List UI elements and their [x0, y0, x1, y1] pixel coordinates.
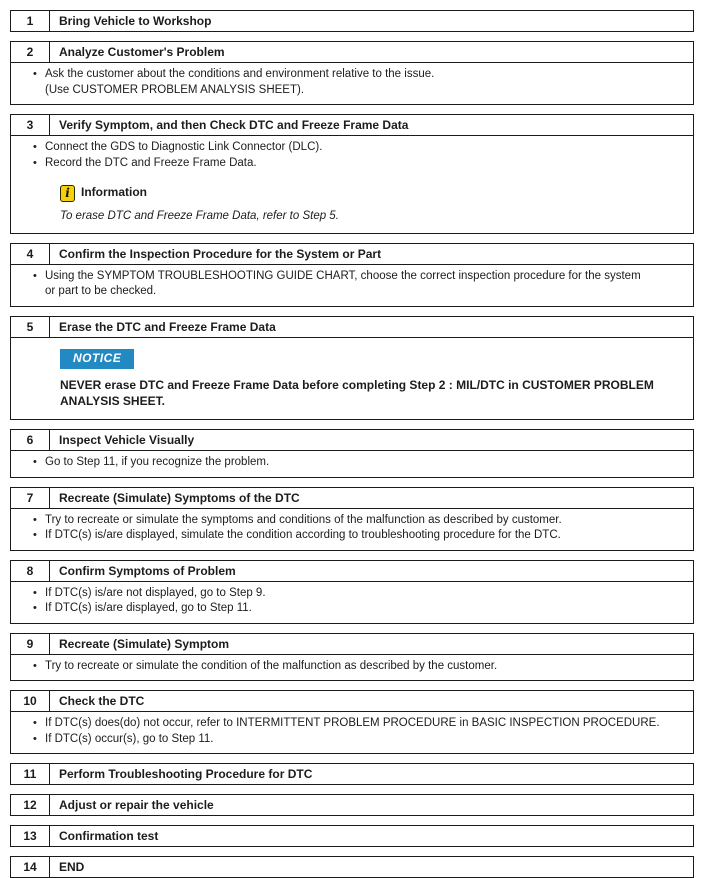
step-box — [10, 763, 694, 785]
information-note: To erase DTC and Freeze Frame Data, refer to Step 5. — [60, 210, 339, 222]
bullet-item — [33, 528, 685, 544]
step-box — [10, 316, 694, 421]
step-body — [11, 711, 693, 753]
step-box — [10, 825, 694, 847]
bullet-text — [45, 528, 685, 544]
bullet-list — [33, 659, 685, 675]
bullet-text — [45, 659, 685, 675]
step-body — [11, 654, 693, 681]
bullet-icon: • — [33, 717, 37, 729]
bullet-item — [33, 659, 685, 675]
step-header — [11, 11, 693, 31]
bullet-list — [33, 586, 685, 617]
bullet-text — [45, 716, 685, 732]
bullet-line: If DTC(s) does(do) not occur, refer to INTERMITTENT PROBLEM PROCEDURE in BASIC INSPECTION PROCEDURE. — [45, 717, 660, 729]
bullet-line: If DTC(s) is/are displayed, simulate the condition according to troubleshooting procedure for the DTC. — [45, 529, 561, 541]
step-number: 9 — [11, 634, 50, 654]
bullet-line: (Use CUSTOMER PROBLEM ANALYSIS SHEET). — [45, 83, 305, 96]
step-number: 12 — [11, 795, 50, 815]
bullet-line: If DTC(s) is/are not displayed, go to Step 9. — [45, 586, 266, 599]
step-number: 6 — [11, 430, 50, 450]
information-header — [60, 184, 685, 202]
notice-line: ANALYSIS SHEET. — [60, 394, 165, 408]
step-number: 10 — [11, 691, 50, 711]
bullet-text — [45, 140, 685, 156]
bullet-item — [33, 156, 685, 172]
bullet-item — [33, 586, 685, 602]
step-number: 5 — [11, 317, 50, 337]
step-box — [10, 560, 694, 624]
step-title: Check the DTC — [59, 694, 145, 708]
bullet-item — [33, 455, 685, 471]
bullet-list — [33, 513, 685, 544]
step-box — [10, 794, 694, 816]
step-body — [11, 337, 693, 420]
bullet-icon: • — [33, 529, 37, 541]
step-title: Confirm Symptoms of Problem — [59, 563, 236, 578]
bullet-text — [45, 601, 685, 617]
step-number: 4 — [11, 244, 50, 264]
bullet-icon: • — [33, 586, 37, 599]
bullet-list — [33, 269, 685, 300]
bullet-text — [45, 67, 685, 98]
step-header — [11, 244, 693, 264]
bullet-icon: • — [33, 456, 37, 468]
bullet-text — [45, 455, 685, 471]
step-body — [11, 264, 693, 306]
bullet-icon: • — [33, 269, 37, 282]
step-box — [10, 856, 694, 878]
bullet-text — [45, 513, 685, 529]
step-header — [11, 430, 693, 450]
bullet-item — [33, 140, 685, 156]
step-number: 7 — [11, 488, 50, 508]
step-number: 3 — [11, 115, 50, 135]
step-header — [11, 42, 693, 62]
step-title: Confirmation test — [59, 829, 159, 843]
bullet-item — [33, 513, 685, 529]
step-body — [11, 508, 693, 550]
step-title: Inspect Vehicle Visually — [59, 433, 195, 447]
bullet-line: If DTC(s) occur(s), go to Step 11. — [45, 732, 214, 745]
step-body — [11, 62, 693, 104]
step-header — [11, 317, 693, 337]
bullet-line: Record the DTC and Freeze Frame Data. — [45, 156, 257, 169]
bullet-icon: • — [33, 68, 37, 80]
bullet-item — [33, 732, 685, 748]
bullet-line: Ask the customer about the conditions and environment relative to the issue. — [45, 68, 435, 80]
step-title: Bring Vehicle to Workshop — [59, 14, 212, 28]
step-box — [10, 114, 694, 234]
bullet-line: If DTC(s) is/are displayed, go to Step 11. — [45, 602, 252, 614]
step-body — [11, 450, 693, 477]
bullet-item — [33, 601, 685, 617]
step-box — [10, 429, 694, 478]
notice-text — [60, 377, 685, 409]
step-number: 2 — [11, 42, 50, 62]
step-number: 14 — [11, 857, 50, 877]
information-label: Information — [81, 185, 147, 200]
step-header — [11, 826, 693, 846]
bullet-line: or part to be checked. — [45, 285, 157, 297]
step-box — [10, 690, 694, 754]
bullet-line: Try to recreate or simulate the symptoms and conditions of the malfunction as described by customer. — [45, 513, 562, 526]
bullet-icon: • — [33, 513, 37, 526]
step-number: 11 — [11, 764, 50, 784]
step-title: Analyze Customer's Problem — [59, 45, 225, 59]
bullet-text — [45, 586, 685, 602]
step-body — [11, 135, 693, 233]
step-title: Confirm the Inspection Procedure for the System or Part — [59, 246, 382, 261]
step-number: 13 — [11, 826, 50, 846]
notice-line: NEVER erase DTC and Freeze Frame Data before completing Step 2 : MIL/DTC in CUSTOMER PROBLEM — [60, 378, 654, 392]
bullet-line: Go to Step 11, if you recognize the problem. — [45, 456, 270, 468]
bullet-text — [45, 732, 685, 748]
information-icon: i — [60, 185, 75, 202]
bullet-icon: • — [33, 659, 37, 672]
step-box — [10, 487, 694, 551]
step-header — [11, 857, 693, 877]
bullet-line: Using the SYMPTOM TROUBLESHOOTING GUIDE CHART, choose the correct inspection procedure for the system — [45, 269, 641, 282]
step-box — [10, 41, 694, 105]
step-box — [10, 243, 694, 307]
bullet-list — [33, 67, 685, 98]
step-header — [11, 795, 693, 815]
bullet-list — [33, 716, 685, 747]
step-title: Perform Troubleshooting Procedure for DTC — [59, 767, 313, 781]
step-header — [11, 634, 693, 654]
step-title: Verify Symptom, and then Check DTC and Freeze Frame Data — [59, 118, 409, 132]
bullet-item — [33, 67, 685, 98]
step-number: 1 — [11, 11, 50, 31]
step-box — [10, 10, 694, 32]
step-header — [11, 691, 693, 711]
step-title: END — [59, 860, 85, 874]
step-box — [10, 633, 694, 682]
step-body — [11, 581, 693, 623]
bullet-text — [45, 269, 685, 300]
bullet-text — [45, 156, 685, 172]
step-title: Recreate (Simulate) Symptoms of the DTC — [59, 490, 300, 505]
bullet-item — [33, 716, 685, 732]
step-number: 8 — [11, 561, 50, 581]
bullet-item — [33, 269, 685, 300]
step-title: Erase the DTC and Freeze Frame Data — [59, 319, 276, 334]
step-header — [11, 115, 693, 135]
step-header — [11, 561, 693, 581]
bullet-line: Connect the GDS to Diagnostic Link Connector (DLC). — [45, 141, 323, 153]
bullet-icon: • — [33, 141, 37, 153]
bullet-line: Try to recreate or simulate the condition of the malfunction as described by the customer. — [45, 659, 498, 672]
bullet-icon: • — [33, 156, 37, 169]
notice-badge: NOTICE — [60, 349, 134, 370]
bullet-list — [33, 140, 685, 171]
step-header — [11, 764, 693, 784]
bullet-list — [33, 455, 685, 471]
bullet-icon: • — [33, 602, 37, 614]
steps — [10, 10, 694, 878]
step-header — [11, 488, 693, 508]
step-title: Adjust or repair the vehicle — [59, 798, 214, 812]
bullet-icon: • — [33, 732, 37, 745]
step-title: Recreate (Simulate) Symptom — [59, 636, 230, 651]
